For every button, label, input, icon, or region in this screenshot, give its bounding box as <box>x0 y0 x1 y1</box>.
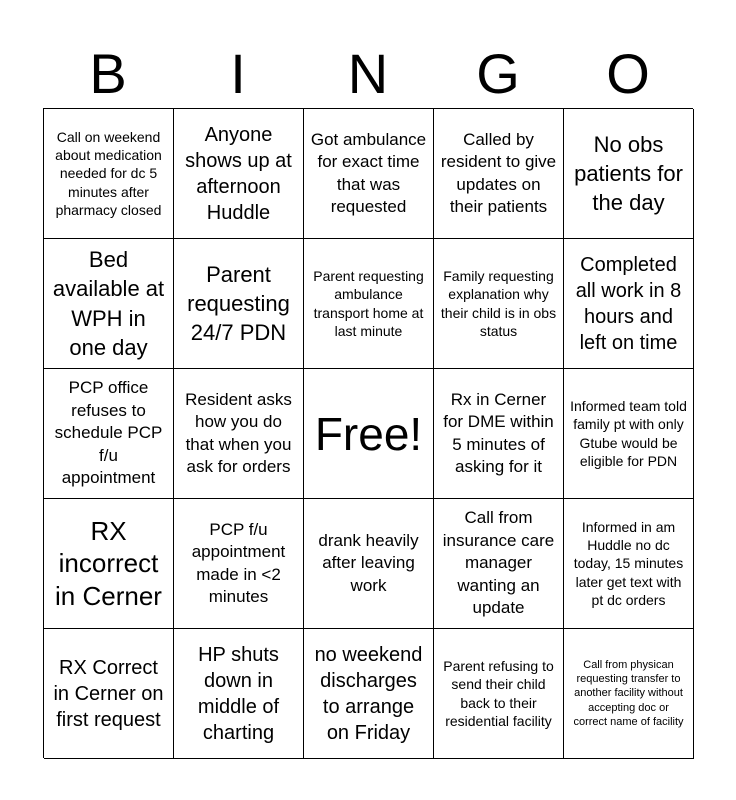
bingo-cell-r3c1[interactable] <box>44 369 174 499</box>
header-letter-g: G <box>476 42 520 105</box>
cell-text: Call from insurance care manager wanting an update <box>442 508 555 618</box>
bingo-cell-r1c4[interactable] <box>434 109 564 239</box>
bingo-cell-r3c5[interactable] <box>564 369 694 499</box>
cell-text: Call on weekend about medication needed for dc 5 minutes after pharmacy closed <box>55 129 162 218</box>
cell-text: Resident asks how you do that when you ask for orders <box>185 389 292 476</box>
cell-text: No obs patients for the day <box>574 131 683 216</box>
bingo-cell-r4c2[interactable] <box>174 499 304 629</box>
cell-text: Got ambulance for exact time that was requested <box>310 129 427 216</box>
bingo-header <box>43 40 693 108</box>
cell-text: drank heavily after leaving work <box>318 530 419 595</box>
bingo-cell-r4c1[interactable] <box>44 499 174 629</box>
bingo-cell-r5c1[interactable] <box>44 629 174 759</box>
bingo-cell-r1c2[interactable] <box>174 109 304 239</box>
bingo-board <box>43 108 693 758</box>
bingo-cell-r4c5[interactable] <box>564 499 694 629</box>
bingo-cell-r2c1[interactable] <box>44 239 174 369</box>
bingo-cell-r2c5[interactable] <box>564 239 694 369</box>
bingo-cell-r2c3[interactable] <box>304 239 434 369</box>
cell-text: Rx in Cerner for DME within 5 minutes of asking for it <box>443 389 554 476</box>
cell-text: RX Correct in Cerner on first request <box>53 656 164 731</box>
bingo-cell-r3c2[interactable] <box>174 369 304 499</box>
bingo-cell-r5c2[interactable] <box>174 629 304 759</box>
header-letter-o: O <box>606 42 650 105</box>
cell-text: RX incorrect in Cerner <box>55 515 162 611</box>
cell-text: Parent requesting 24/7 PDN <box>187 261 290 346</box>
cell-text: Completed all work in 8 hours and left on time <box>575 253 682 354</box>
cell-text: HP shuts down in middle of charting <box>197 643 280 744</box>
bingo-cell-r2c2[interactable] <box>174 239 304 369</box>
bingo-cell-r4c4[interactable] <box>434 499 564 629</box>
cell-text: Parent requesting ambulance transport home at last minute <box>313 268 424 339</box>
header-letter-i: I <box>230 42 246 105</box>
bingo-cell-r1c1[interactable] <box>44 109 174 239</box>
bingo-cell-r5c4[interactable] <box>434 629 564 759</box>
cell-text: Anyone shows up at afternoon Huddle <box>185 123 292 224</box>
cell-text: Bed available at WPH in one day <box>52 247 165 360</box>
bingo-cell-r5c3[interactable] <box>304 629 434 759</box>
cell-text: Called by resident to give updates on their patients <box>440 129 557 216</box>
cell-text: no weekend discharges to arrange on Friday <box>314 643 423 744</box>
header-letter-b: B <box>89 42 127 105</box>
header-letter-n: N <box>347 42 389 105</box>
bingo-cell-r1c5[interactable] <box>564 109 694 239</box>
cell-text: Family requesting explanation why their child is in obs status <box>440 268 557 339</box>
cell-text: Free! <box>314 407 423 460</box>
bingo-cell-r5c5[interactable] <box>564 629 694 759</box>
cell-text: Informed team told family pt with only Gtube would be eligible for PDN <box>570 398 687 469</box>
cell-text: Call from physican requesting transfer to another facility without accepting doc or correct name of facility <box>573 658 684 728</box>
bingo-cell-r2c4[interactable] <box>434 239 564 369</box>
bingo-cell-free[interactable] <box>304 369 434 499</box>
bingo-cell-r3c4[interactable] <box>434 369 564 499</box>
cell-text: Informed in am Huddle no dc today, 15 minutes later get text with pt dc orders <box>573 519 684 608</box>
cell-text: PCP office refuses to schedule PCP f/u appointment <box>54 378 163 488</box>
bingo-cell-r1c3[interactable] <box>304 109 434 239</box>
cell-text: PCP f/u appointment made in <2 minutes <box>191 519 286 606</box>
bingo-cell-r4c3[interactable] <box>304 499 434 629</box>
cell-text: Parent refusing to send their child back to their residential facility <box>443 658 554 729</box>
